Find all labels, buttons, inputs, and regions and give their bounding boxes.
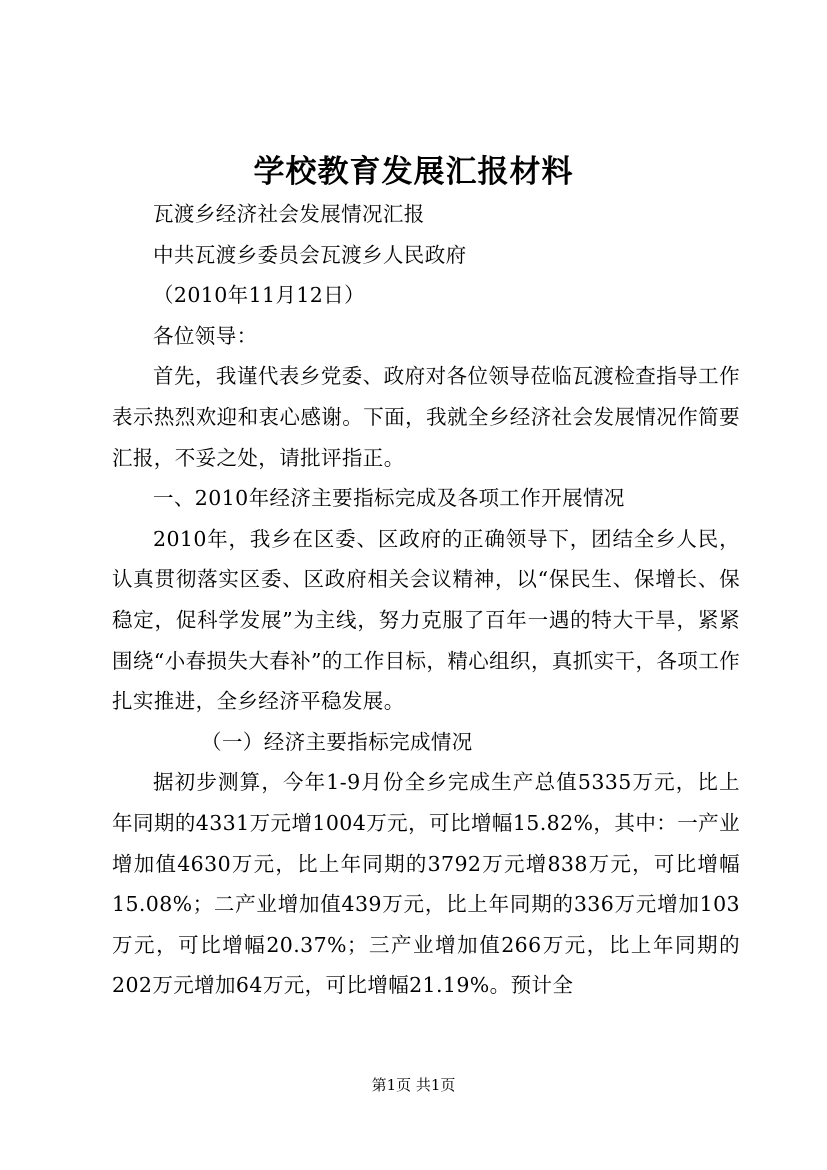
paragraph-indicators: 据初步测算，今年1-9月份全乡完成生产总值5335万元，比上年同期的4331万元增1004万元，可比增幅15.82%，其中：一产业增加值4630万元，比上年同期的3792万元增838万元，可比增幅15.08%；二产业增加值439万元，比上年同期的336万元增加103万元，可比增幅20.37%；三产业增加值266万元，比上年同期的202万元增加64万元，可比增幅21.19%。预计全 [112,770,740,998]
document-title: 学校教育发展汇报材料 [253,154,574,190]
paragraph-overview: 2010年，我乡在区委、区政府的正确领导下，团结全乡人民，认真贯彻落实区委、区政府相关会议精神，以“保民生、保增长、保稳定，促科学发展”为主线，努力克服了百年一遇的特大干旱，紧紧围绕“小春损失大春补”的工作目标，精心组织，真抓实干，各项工作扎实推进，全乡经济平稳发展。 [112,526,740,714]
paragraph-salutation: 各位领导： [153,323,258,348]
page-number-label: 第1页 共1页 [371,1076,456,1094]
paragraph-date: （2010年11月12日） [153,283,366,308]
paragraph-issuer: 中共瓦渡乡委员会瓦渡乡人民政府 [153,242,467,267]
document-body [112,194,740,1006]
paragraph-opening: 首先，我谨代表乡党委、政府对各位领导莅临瓦渡检查指导工作表示热烈欢迎和衷心感谢。下面，我就全乡经济社会发展情况作简要汇报，不妥之处，请批评指正。 [112,364,740,470]
subsection-heading-1: （一）经济主要指标完成情况 [201,729,473,754]
section-heading-1: 一、2010年经济主要指标完成及各项工作开展情况 [153,486,625,511]
paragraph-report-heading: 瓦渡乡经济社会发展情况汇报 [153,202,425,226]
page-footer [0,1074,827,1095]
